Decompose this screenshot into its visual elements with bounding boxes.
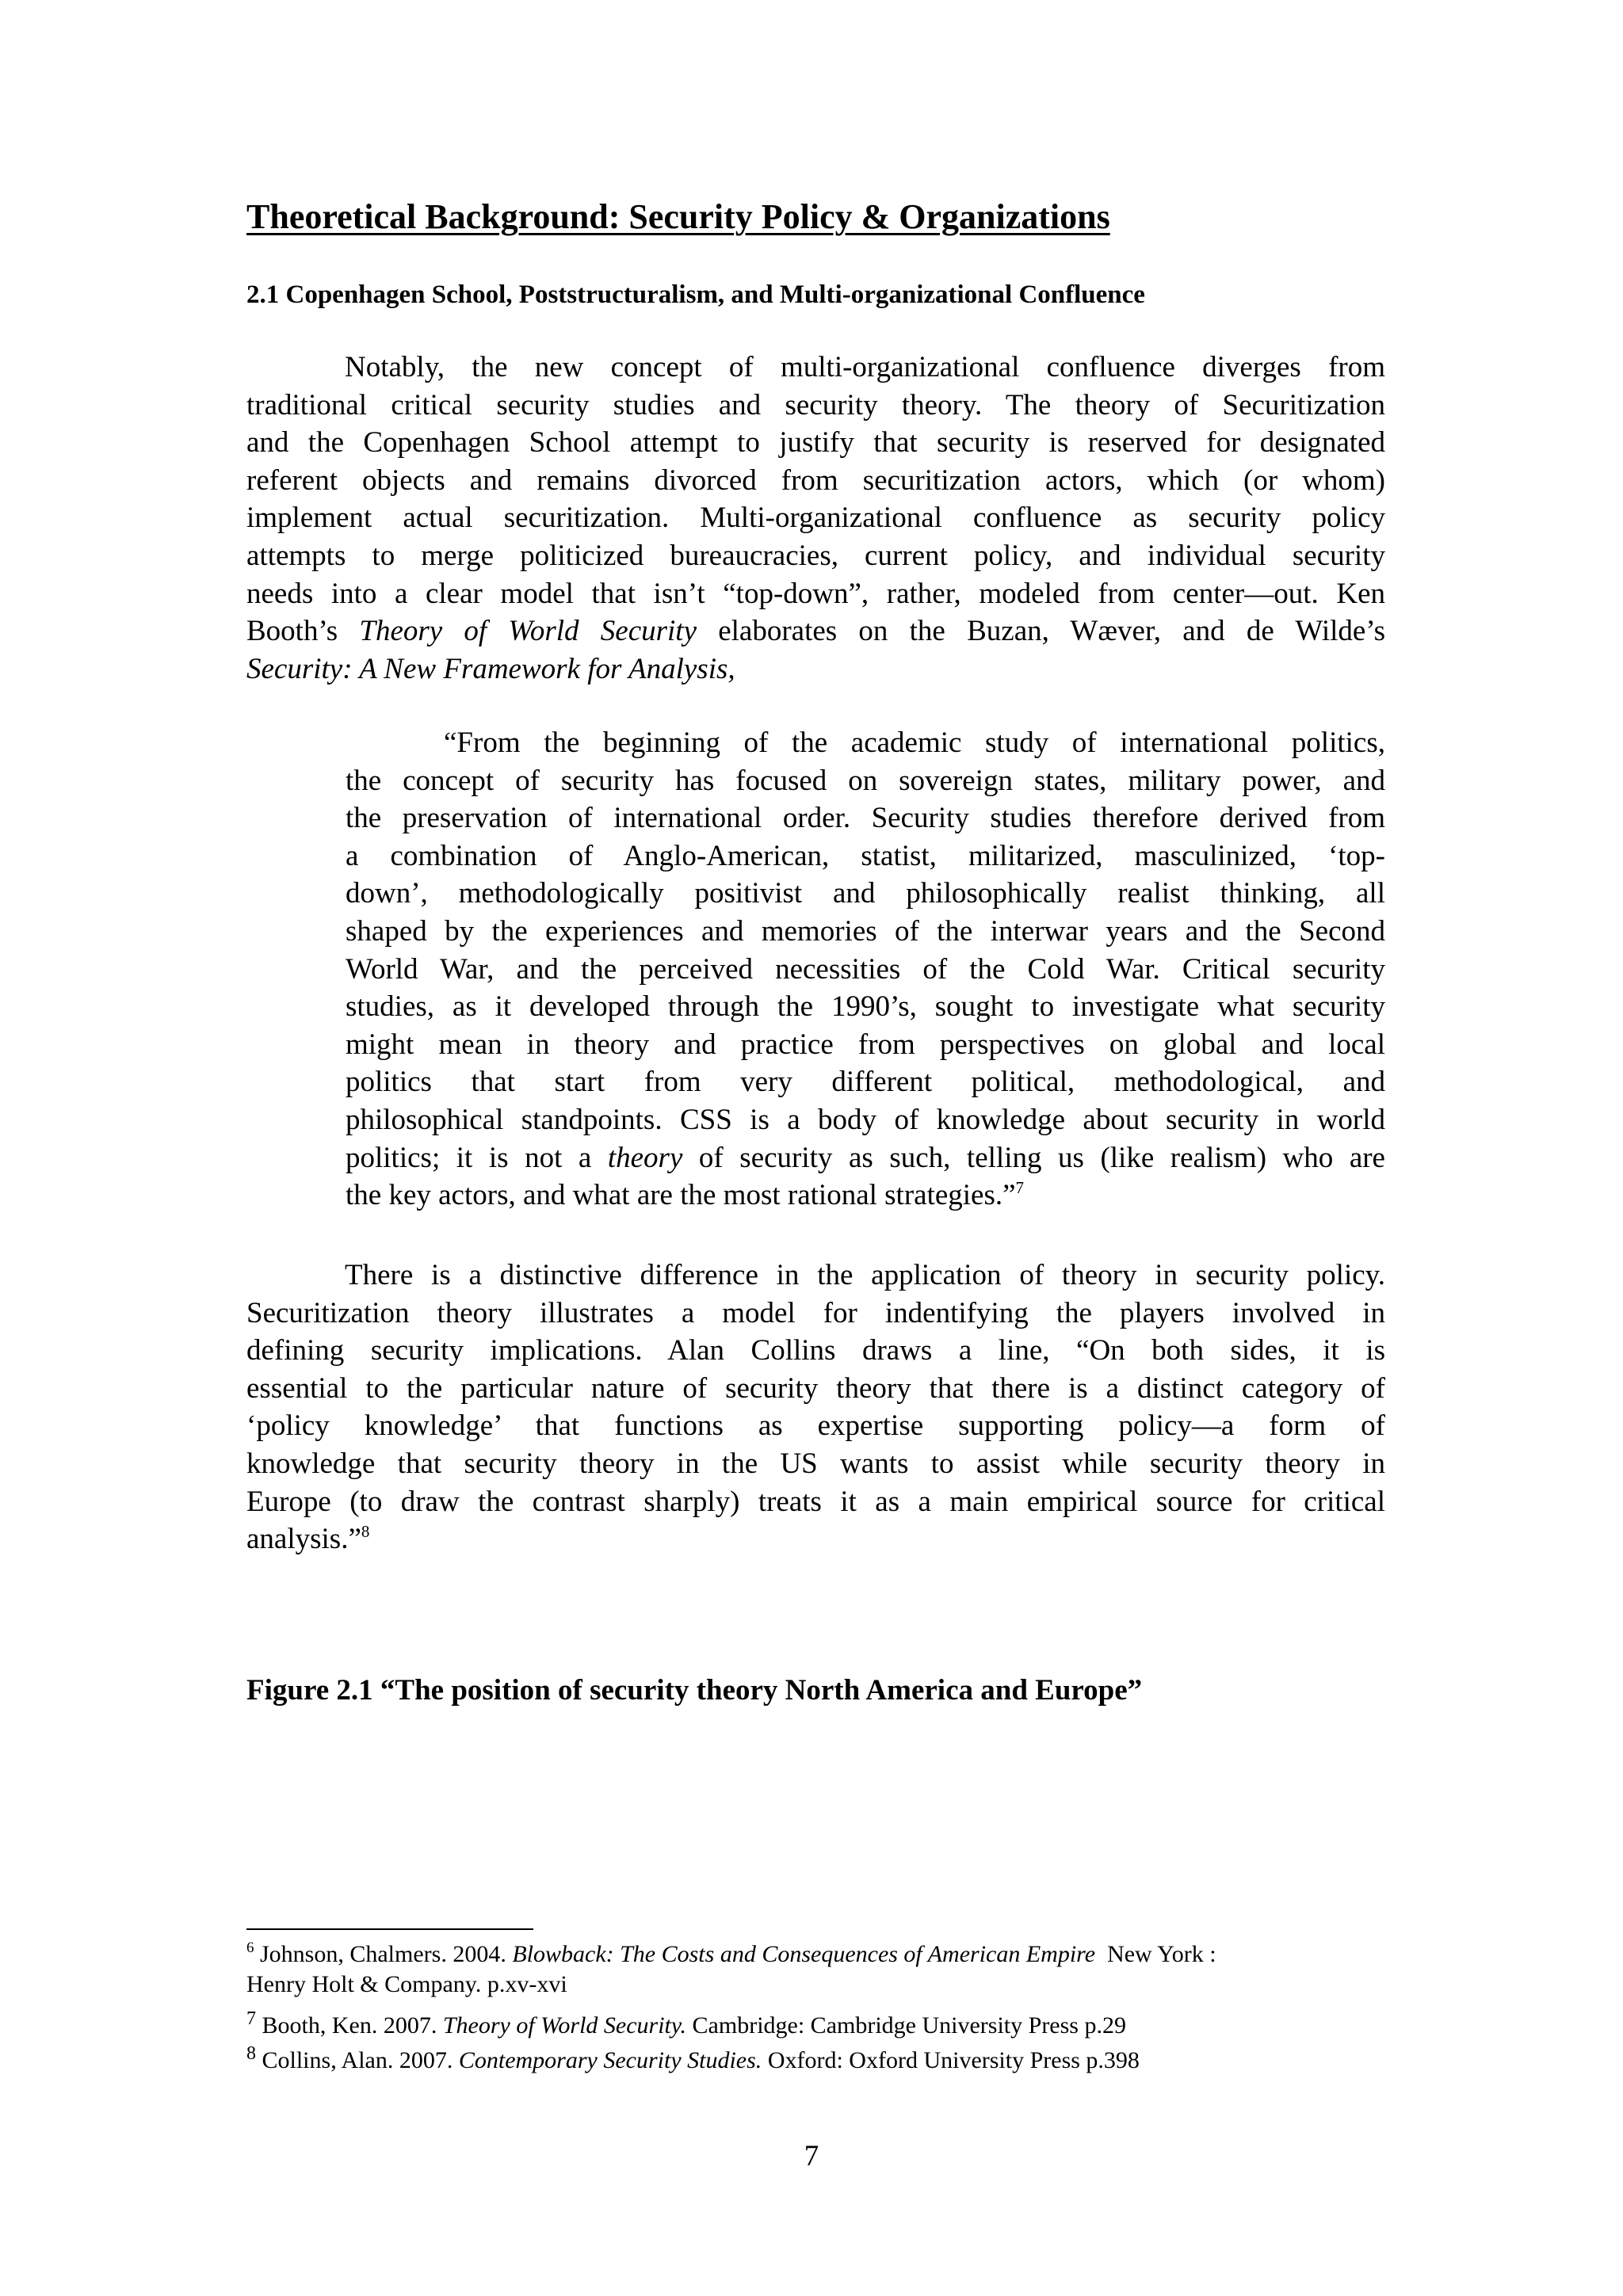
paragraph-line: referent objects and remains divorced from securitization actors, which (or whom) xyxy=(246,463,1385,497)
text-run: New York : xyxy=(1095,1941,1216,1967)
paragraph-line: implement actual securitization. Multi-organizational confluence as security policy xyxy=(246,502,1385,535)
footnote-number: 8 xyxy=(246,2043,256,2064)
text-run: Booth, Ken. 2007. xyxy=(262,2012,443,2039)
paragraph-line: needs into a clear model that isn’t “top-down”, rather, modeled from center—out. Ken xyxy=(246,577,1385,610)
quote-line xyxy=(346,1139,1385,1177)
text-run: Collins, Alan. 2007. xyxy=(262,2047,459,2073)
text-run: analysis.” xyxy=(246,1523,361,1556)
quote-line: studies, as it developed through the 1990’s, sought to investigate what security xyxy=(346,990,1385,1024)
paragraph-line xyxy=(246,612,1385,650)
paragraph-line: knowledge that security theory in the US wants to assist while security theory in xyxy=(246,1447,1385,1480)
quote-line: politics that start from very different political, methodological, and xyxy=(346,1066,1385,1099)
book-title-italic: Theory of World Security. xyxy=(442,2012,687,2039)
text-run: Booth’s xyxy=(246,615,360,648)
paragraph-line: attempts to merge politicized bureaucracies, current policy, and individual security xyxy=(246,539,1385,572)
book-title-italic: Blowback: The Costs and Consequences of American Empire xyxy=(512,1941,1096,1967)
paragraph-line: Securitization theory illustrates a model for indentifying the players involved in xyxy=(246,1296,1385,1329)
quote-line: down’, methodologically positivist and philosophically realist thinking, all xyxy=(346,877,1385,910)
quote-line: the concept of security has focused on sovereign states, military power, and xyxy=(346,764,1385,797)
quote-line: “From the beginning of the academic study of international politics, xyxy=(444,727,1385,759)
quote-line: the preservation of international order. Security studies therefore derived from xyxy=(346,802,1385,835)
page-title: Theoretical Background: Security Policy & Organizations xyxy=(246,197,1110,236)
text-run: the key actors, and what are the most rational strategies.” xyxy=(346,1179,1016,1212)
paragraph-line: traditional critical security studies and security theory. The theory of Securitization xyxy=(246,388,1385,421)
footnote-8 xyxy=(246,2043,1388,2076)
footnote-6 xyxy=(246,1939,1388,2000)
text-run: Cambridge: Cambridge University Press p.29 xyxy=(686,2012,1126,2039)
paragraph-line: and the Copenhagen School attempt to justify that security is reserved for designated xyxy=(246,426,1385,460)
footnote-7 xyxy=(246,2008,1388,2041)
book-title-italic: Security: A New Framework for Analysis, xyxy=(246,652,735,685)
paragraph-line: essential to the particular nature of security theory that there is a distinct category of xyxy=(246,1371,1385,1405)
paragraph-line: There is a distinctive difference in the application of theory in security policy. xyxy=(345,1259,1385,1291)
footnotes xyxy=(246,1939,1388,2076)
quote-line xyxy=(346,1177,1385,1215)
paragraph-line: Europe (to draw the contrast sharply) treats it as a main empirical source for critical xyxy=(246,1485,1385,1518)
footnote-reference: 8 xyxy=(361,1522,370,1542)
footnote-number: 6 xyxy=(246,1939,254,1956)
text-run: of security as such, telling us (like realism) who are xyxy=(682,1141,1385,1174)
footnote-divider xyxy=(246,1928,533,1930)
section-heading: 2.1 Copenhagen School, Poststructuralism, and Multi-organizational Confluence xyxy=(246,280,1145,309)
quote-line: World War, and the perceived necessities of the Cold War. Critical security xyxy=(346,952,1385,986)
text-run: elaborates on the Buzan, Wæver, and de Wilde’s xyxy=(697,615,1386,648)
block-quote xyxy=(346,724,1385,1215)
text-run: Oxford: Oxford University Press p.398 xyxy=(762,2047,1140,2073)
paragraph-line xyxy=(246,650,1385,688)
body-paragraph-1 xyxy=(246,349,1385,688)
emphasis-italic: theory xyxy=(607,1141,683,1174)
quote-line: philosophical standpoints. CSS is a body of knowledge about security in world xyxy=(346,1103,1385,1136)
text-run: politics; it is not a xyxy=(346,1141,608,1174)
book-title-italic: Contemporary Security Studies. xyxy=(458,2047,762,2073)
paragraph-line: ‘policy knowledge’ that functions as expertise supporting policy—a form of xyxy=(246,1409,1385,1443)
page-number: 7 xyxy=(804,2140,819,2172)
figure-caption: Figure 2.1 “The position of security theory North America and Europe” xyxy=(246,1674,1143,1707)
footnote-reference: 7 xyxy=(1015,1178,1025,1198)
text-run: Henry Holt & Company. p.xv-xvi xyxy=(246,1971,567,1997)
quote-line: a combination of Anglo-American, statist, militarized, masculinized, ‘top- xyxy=(346,839,1385,872)
paragraph-line: Notably, the new concept of multi-organizational confluence diverges from xyxy=(345,351,1385,383)
paragraph-line: defining security implications. Alan Collins draws a line, “On both sides, it is xyxy=(246,1334,1385,1367)
quote-line: shaped by the experiences and memories of the interwar years and the Second xyxy=(346,914,1385,948)
text-run: Johnson, Chalmers. 2004. xyxy=(260,1941,513,1967)
quote-line: might mean in theory and practice from perspectives on global and local xyxy=(346,1028,1385,1061)
book-title-italic: Theory of World Security xyxy=(359,615,697,648)
footnote-number: 7 xyxy=(246,2008,256,2029)
paragraph-line xyxy=(246,1520,1385,1558)
body-paragraph-2 xyxy=(246,1257,1385,1558)
